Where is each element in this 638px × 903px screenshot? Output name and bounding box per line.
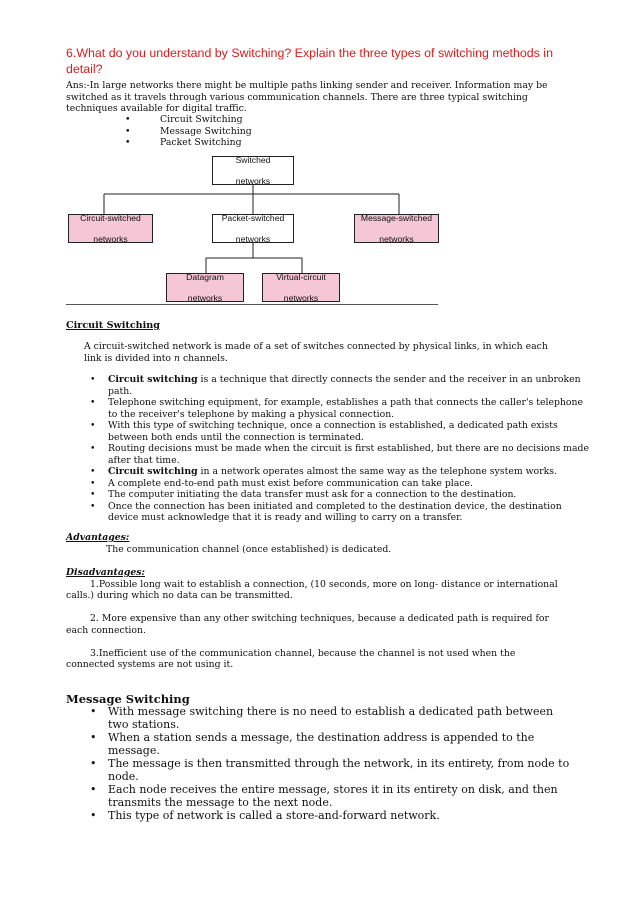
- list-item: • The message is then transmitted through the network, in its entirety, from node to node.: [90, 757, 570, 783]
- disadvantage-1: 1.Possible long wait to establish a connection, (10 seconds, more on long- distance or international calls.) during which no data can be transmitted.: [66, 578, 558, 601]
- virtual-circuit-box: Virtual-circuit networks: [262, 273, 340, 302]
- circuit-bullets: [90, 374, 590, 524]
- message-switching-heading: Message Switching: [66, 692, 190, 706]
- message-bullets: [90, 705, 570, 822]
- intro-list-item: • Packet Switching: [125, 137, 242, 148]
- list-item: • A complete end-to-end path must exist before communication can take place.: [90, 477, 473, 489]
- list-item: • The computer initiating the data transfer must ask for a connection to the destination.: [90, 489, 517, 500]
- intro-list-item: • Message Switching: [125, 125, 252, 137]
- circuit-switched-box: Circuit-switched networks: [68, 214, 153, 243]
- disadvantage-3: 3.Inefficient use of the communication channel, because the channel is not used when the connected systems are not using it.: [66, 647, 516, 670]
- intro-paragraph: Ans:-In large networks there might be multiple paths linking sender and receiver. Information may be switched as it travels through various communication channels. There are three typical switching techniques available for digital traffic.: [66, 80, 548, 114]
- message-switched-box: Message-switched networks: [354, 214, 439, 243]
- disadvantage-2: 2. More expensive than any other switching techniques, because a dedicated path is required for each connection.: [66, 613, 549, 636]
- intro-list-item: • Circuit Switching: [125, 114, 243, 125]
- switched-networks-box: Switched networks: [212, 156, 294, 185]
- list-item: • With this type of switching technique, once a connection is established, a dedicated path exists between both ends until the connection is terminated.: [90, 420, 558, 443]
- list-item: • Routing decisions must be made when the circuit is first established, but there are no decisions made after that time.: [90, 443, 589, 466]
- advantages-block: [66, 532, 566, 555]
- circuit-paragraph: A circuit-switched network is made of a set of switches connected by physical links, in which each link is divided into n channels.: [84, 341, 548, 364]
- question-heading: 6.What do you understand by Switching? Explain the three types of switching methods in detail?: [66, 46, 553, 76]
- datagram-box: Datagram networks: [166, 273, 244, 302]
- list-item: • Circuit switching is a technique that directly connects the sender and the receiver in an unbroken path.: [90, 374, 581, 397]
- disadvantages-heading: Disadvantages:: [66, 567, 145, 578]
- advantages-heading: Advantages:: [66, 532, 130, 543]
- list-item: • This type of network is called a store-and-forward network.: [90, 809, 440, 822]
- packet-switched-box: Packet-switched networks: [212, 214, 294, 243]
- list-item: • When a station sends a message, the destination address is appended to the message.: [90, 731, 535, 757]
- list-item: • Circuit switching in a network operates almost the same way as the telephone system works.: [90, 466, 557, 477]
- intro-list: [125, 114, 252, 149]
- circuit-switching-heading: Circuit Switching: [66, 320, 160, 331]
- list-item: • Telephone switching equipment, for example, establishes a path that connects the caller's telephone to the receiver's telephone by making a physical connection.: [90, 397, 583, 420]
- list-item: • Each node receives the entire message, stores it in its entirety on disk, and then transmits the message to the next node.: [90, 783, 558, 809]
- switching-diagram: [66, 152, 444, 310]
- disadvantages-block: [66, 567, 566, 671]
- advantages-text: The communication channel (once established) is dedicated.: [106, 543, 392, 555]
- separator-line: [66, 304, 438, 305]
- list-item: • With message switching there is no need to establish a dedicated path between two stations.: [90, 705, 554, 731]
- list-item: • Once the connection has been initiated and completed to the destination device, the destination device must acknowledge that it is ready and willing to carry on a transfer.: [90, 500, 562, 523]
